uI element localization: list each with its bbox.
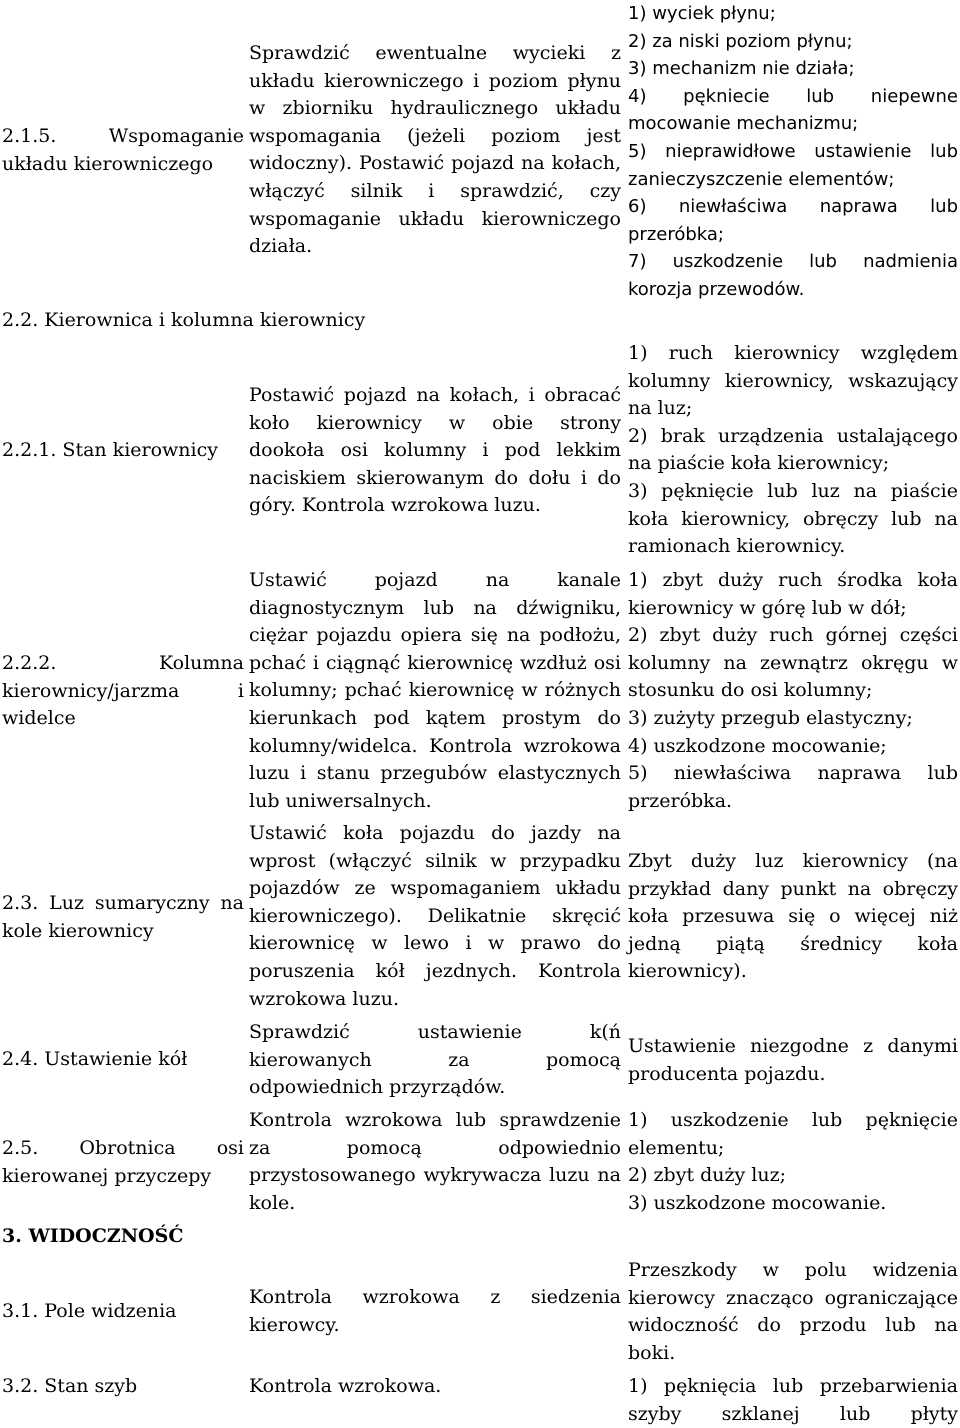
item-name-3-1 — [2, 1298, 244, 1326]
text-line: koło kierownicy w obie strony — [249, 411, 621, 434]
check-method-2-1-5 — [249, 40, 621, 261]
text-line: wzrokowa luzu. — [249, 987, 399, 1010]
text-line: zanieczyszczenie elementów; — [628, 168, 895, 190]
text-line: kolumny kierownicy, wskazujący — [628, 369, 958, 392]
text-line: kierowanej przyczepy — [2, 1164, 212, 1187]
text-line: koła kierownicy, obręczy lub na — [628, 507, 958, 530]
text-line: 3) uszkodzone mocowanie. — [628, 1191, 887, 1214]
text-line: Ustawić pojazd na kanale — [249, 569, 621, 591]
text-line: luzu i stanu przegubów elastycznych — [249, 762, 621, 785]
text-line: 3) zużyty przegub elastyczny; — [628, 706, 913, 729]
text-line: układu kierowniczego i poziom płynu — [249, 69, 621, 92]
text-line: Ustawienie niezgodne z danymi — [628, 1035, 958, 1057]
text-line: 4) uszkodzone mocowanie; — [628, 734, 887, 757]
text-line: wprost (włączyć silnik w przypadku — [249, 849, 621, 872]
item-name-2-1-5 — [2, 123, 244, 178]
text-line: diagnostycznym lub na dźwigniku, — [249, 596, 621, 619]
text-line: Kontrola wzrokowa z siedzenia — [249, 1286, 621, 1308]
defects-2-4 — [628, 1033, 958, 1088]
check-method-2-3 — [249, 820, 621, 1013]
text-line: 4) pękniecie lub niepewne — [628, 85, 958, 107]
heading-text: 2.2. Kierownica i kolumna kierownicy — [2, 309, 366, 331]
text-line: kierownicy w górę lub w dół; — [628, 596, 907, 619]
check-method-3-1 — [249, 1284, 621, 1339]
text-line: kierownicy/jarzma i — [2, 679, 244, 702]
text-line: widoczność do przodu lub na — [628, 1314, 958, 1337]
text-line: kolumny na zewnątrz okręgu w — [628, 651, 958, 674]
text-line: pchać i ciągnąć kierownicę wzdłuż osi — [249, 651, 621, 674]
check-method-2-4 — [249, 1019, 621, 1102]
text-line: koła przesuwa się o więcej niż — [628, 905, 958, 928]
text-line: włączyć silnik i sprawdzić, czy — [249, 179, 621, 202]
text-line: za pomocą odpowiednio — [249, 1136, 621, 1159]
item-name-2-5 — [2, 1135, 244, 1190]
text-line: korozja przewodów. — [628, 278, 805, 300]
defects-3-1 — [628, 1257, 958, 1367]
text-line: odpowiednich przyrządów. — [249, 1076, 506, 1099]
text-line: kierowniczego). Delikatnie skręcić — [249, 904, 621, 927]
check-method-2-2-1 — [249, 382, 621, 520]
text-line: 2.5. Obrotnica osi — [2, 1137, 244, 1159]
text-line: 1) uszkodzenie lub pęknięcie — [628, 1109, 958, 1131]
text-line: Zbyt duży luz kierownicy (na — [628, 850, 958, 872]
text-line: ciężar pojazdu opiera się na podłożu, — [249, 624, 621, 647]
text-line: 2) zbyt duży luz; — [628, 1164, 787, 1187]
defects-2-3 — [628, 848, 958, 986]
item-name-2-4 — [2, 1046, 244, 1074]
text-line: 2) brak urządzenia ustalającego — [628, 424, 958, 447]
text-line: producenta pojazdu. — [628, 1062, 826, 1085]
text-line: kierownicy). — [628, 960, 747, 983]
text-line: lub uniwersalnych. — [249, 789, 432, 812]
text-line: 2.2.2. Kolumna — [2, 652, 244, 674]
text-line: ramionach kierownicy. — [628, 535, 846, 558]
text-line: 1) pęknięcia lub przebarwienia — [628, 1375, 958, 1397]
text-line: Ustawić koła pojazdu do jazdy na — [249, 822, 621, 844]
text-line: kierowcy. — [249, 1313, 340, 1336]
text-line: 2.2.1. Stan kierownicy — [2, 439, 218, 461]
text-line: kole kierownicy — [2, 919, 154, 942]
item-name-3-2 — [2, 1373, 244, 1401]
text-line: 2.1.5. Wspomaganie — [2, 125, 244, 147]
text-line: 3) pęknięcie lub luz na piaście — [628, 479, 958, 502]
text-line: kierunkach pod kątem prostym do — [249, 706, 621, 729]
defects-2-5 — [628, 1107, 958, 1217]
heading-text: 3. WIDOCZNOŚĆ — [2, 1225, 184, 1247]
text-line: kolumny/widelca. Kontrola wzrokowa — [249, 734, 621, 757]
text-line: 6) niewłaściwa naprawa lub — [628, 196, 958, 218]
text-line: 2) zbyt duży ruch górnej części — [628, 624, 958, 647]
text-line: 2.3. Luz sumaryczny na — [2, 892, 244, 914]
text-line: pojazdów ze wspomaganiem układu — [249, 877, 621, 900]
text-line: 3.2. Stan szyb — [2, 1375, 138, 1397]
text-line: przystosowanego wykrywacza luzu na — [249, 1164, 621, 1187]
text-line: kierowcy znacząco ograniczające — [628, 1286, 958, 1309]
text-line: w zbiorniku hydraulicznego układu — [249, 97, 621, 120]
item-name-2-3 — [2, 890, 244, 945]
text-line: 1) ruch kierownicy względem — [628, 342, 958, 364]
text-line: Sprawdzić ustawienie k(ń — [249, 1021, 621, 1043]
text-line: 3.1. Pole widzenia — [2, 1300, 177, 1322]
text-line: działa. — [249, 235, 313, 258]
text-line: 2) za niski poziom płynu; — [628, 30, 853, 52]
text-line: szyby szklanej lub płyty — [628, 1402, 958, 1425]
text-line: wspomagania (jeżeli poziom jest — [249, 124, 621, 147]
text-line: Postawić pojazd na kołach, i obracać — [249, 384, 621, 406]
text-line: mocowanie mechanizmu; — [628, 113, 859, 135]
text-line: elementu; — [628, 1136, 725, 1159]
text-line: wspomaganie układu kierowniczego — [249, 207, 621, 230]
text-line: na piaście koła kierownicy; — [628, 452, 890, 475]
text-line: przykład dany punkt na obręczy — [628, 877, 958, 900]
check-method-2-5 — [249, 1107, 621, 1217]
text-line: kierowanych za pomocą — [249, 1048, 621, 1071]
text-line: 2.4. Ustawienie kół — [2, 1048, 188, 1070]
text-line: 1) wyciek płynu; — [628, 3, 776, 24]
text-line: Kontrola wzrokowa lub sprawdzenie — [249, 1109, 621, 1131]
text-line: boki. — [628, 1341, 676, 1364]
text-line: Sprawdzić ewentualne wycieki z — [249, 42, 621, 64]
text-line: 3) mechanizm nie działa; — [628, 58, 855, 80]
text-line: widoczny). Postawić pojazd na kołach, — [249, 152, 621, 175]
text-line: 5) nieprawidłowe ustawienie lub — [628, 140, 958, 162]
check-method-3-2 — [249, 1373, 621, 1401]
text-line: dookoła osi kolumny i pod lekkim — [249, 439, 621, 462]
text-line: 1) zbyt duży ruch środka koła — [628, 569, 958, 591]
check-method-2-2-2 — [249, 567, 621, 815]
text-line: góry. Kontrola wzrokowa luzu. — [249, 494, 541, 517]
text-line: kolumny; pchać kierownicę w różnych — [249, 679, 621, 702]
text-line: 7) uszkodzenie lub nadmienia — [628, 251, 958, 273]
section-heading-2-2 — [2, 307, 602, 335]
text-line: kierownicę w lewo i w prawo do — [249, 932, 621, 955]
defects-2-2-2 — [628, 567, 958, 815]
text-line: poruszenia kół jezdnych. Kontrola — [249, 959, 621, 982]
text-line: widelce — [2, 707, 76, 730]
item-name-2-2-1 — [2, 437, 244, 465]
text-line: jedną piątą średnicy koła — [628, 932, 958, 955]
defects-2-2-1 — [628, 340, 958, 561]
text-line: na luz; — [628, 397, 693, 420]
text-line: kole. — [249, 1191, 296, 1214]
section-heading-3 — [2, 1223, 402, 1251]
text-line: naciskiem skierowanym do dołu i do — [249, 466, 621, 489]
text-line: przeróbka; — [628, 223, 724, 245]
defects-2-1-5 — [628, 0, 958, 304]
text-line: Kontrola wzrokowa. — [249, 1375, 442, 1397]
text-line: Przeszkody w polu widzenia — [628, 1259, 958, 1281]
item-name-2-2-2 — [2, 650, 244, 733]
text-line: 5) niewłaściwa naprawa lub — [628, 762, 958, 785]
text-line: przeróbka. — [628, 789, 733, 812]
text-line: stosunku do osi kolumny; — [628, 679, 873, 702]
text-line: układu kierowniczego — [2, 152, 214, 175]
defects-3-2 — [628, 1373, 958, 1428]
